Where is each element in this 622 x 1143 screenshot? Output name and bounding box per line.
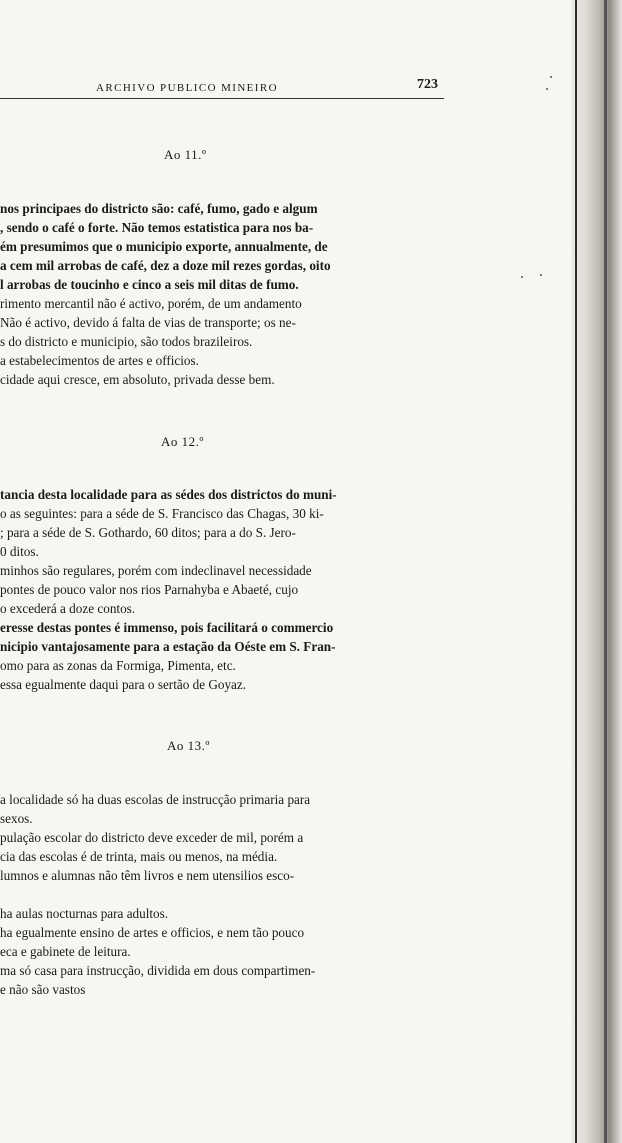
- running-header-title: ARCHIVO PUBLICO MINEIRO: [96, 82, 278, 94]
- text-line: pontes de pouco valor nos rios Parnahyba e Abaeté, cujo: [0, 582, 299, 597]
- text-line: ha egualmente ensino de artes e officios, e nem tão pouco: [0, 925, 305, 940]
- text-line: o as seguintes: para a séde de S. Francisco das Chagas, 30 ki-: [0, 506, 324, 521]
- text-line: nos principaes do districto são: café, fumo, gado e algum: [0, 201, 318, 216]
- text-line: sexos.: [0, 811, 33, 826]
- text-line: cidade aqui cresce, em absoluto, privada desse bem.: [0, 372, 275, 387]
- text-line: ma só casa para instrucção, dividida em dous compartimen-: [0, 963, 316, 978]
- text-line: cia das escolas é de trinta, mais ou menos, na média.: [0, 849, 278, 864]
- speck: [521, 276, 523, 278]
- spine-edge-line: [575, 0, 577, 1143]
- page-number: 723: [417, 77, 438, 92]
- book-spine: [571, 0, 622, 1143]
- text-line: essa egualmente daqui para o sertão de Goyaz.: [0, 677, 247, 692]
- text-line: a localidade só ha duas escolas de instrucção primaria para: [0, 792, 311, 807]
- speck: [546, 88, 548, 90]
- text-line: s do districto e municipio, são todos brazileiros.: [0, 334, 253, 349]
- speck: [540, 274, 542, 276]
- section-title: Ao 12.º: [161, 434, 204, 449]
- text-line: lumnos e alumnas não têm livros e nem utensilios esco-: [0, 868, 295, 883]
- text-line: eresse destas pontes é immenso, pois facilitará o commercio: [0, 620, 334, 635]
- text-line: pulação escolar do districto deve exceder de mil, porém a: [0, 830, 304, 845]
- header-rule: [0, 98, 444, 99]
- text-line: tancia desta localidade para as sédes dos districtos do muni-: [0, 487, 337, 502]
- text-line: , sendo o café o forte. Não temos estatistica para nos ba-: [0, 220, 314, 235]
- text-line: eca e gabinete de leitura.: [0, 944, 131, 959]
- text-line: o excederá a doze contos.: [0, 601, 136, 616]
- spine-fold-line: [604, 0, 607, 1143]
- text-line: a estabelecimentos de artes e officios.: [0, 353, 199, 368]
- text-line: l arrobas de toucinho e cinco a seis mil ditas de fumo.: [0, 277, 299, 292]
- section-title: Ao 13.º: [167, 738, 210, 753]
- text-line: minhos são regulares, porém com indeclinavel necessidade: [0, 563, 312, 578]
- text-line: nicipio vantajosamente para a estação da Oéste em S. Fran-: [0, 639, 336, 654]
- text-line: ; para a séde de S. Gothardo, 60 ditos; para a do S. Jero-: [0, 525, 296, 540]
- text-line: Não é activo, devido á falta de vias de transporte; os ne-: [0, 315, 296, 330]
- text-line: a cem mil arrobas de café, dez a doze mil rezes gordas, oito: [0, 258, 331, 273]
- text-line: 0 ditos.: [0, 544, 39, 559]
- text-line: e não são vastos: [0, 982, 86, 997]
- speck: [550, 76, 552, 78]
- text-line: rimento mercantil não é activo, porém, de um andamento: [0, 296, 302, 311]
- text-line: ha aulas nocturnas para adultos.: [0, 906, 169, 921]
- text-line: omo para as zonas da Formiga, Pimenta, etc.: [0, 658, 236, 673]
- text-line: ém presumimos que o municipio exporte, annualmente, de: [0, 239, 328, 254]
- section-title: Ao 11.º: [164, 147, 207, 162]
